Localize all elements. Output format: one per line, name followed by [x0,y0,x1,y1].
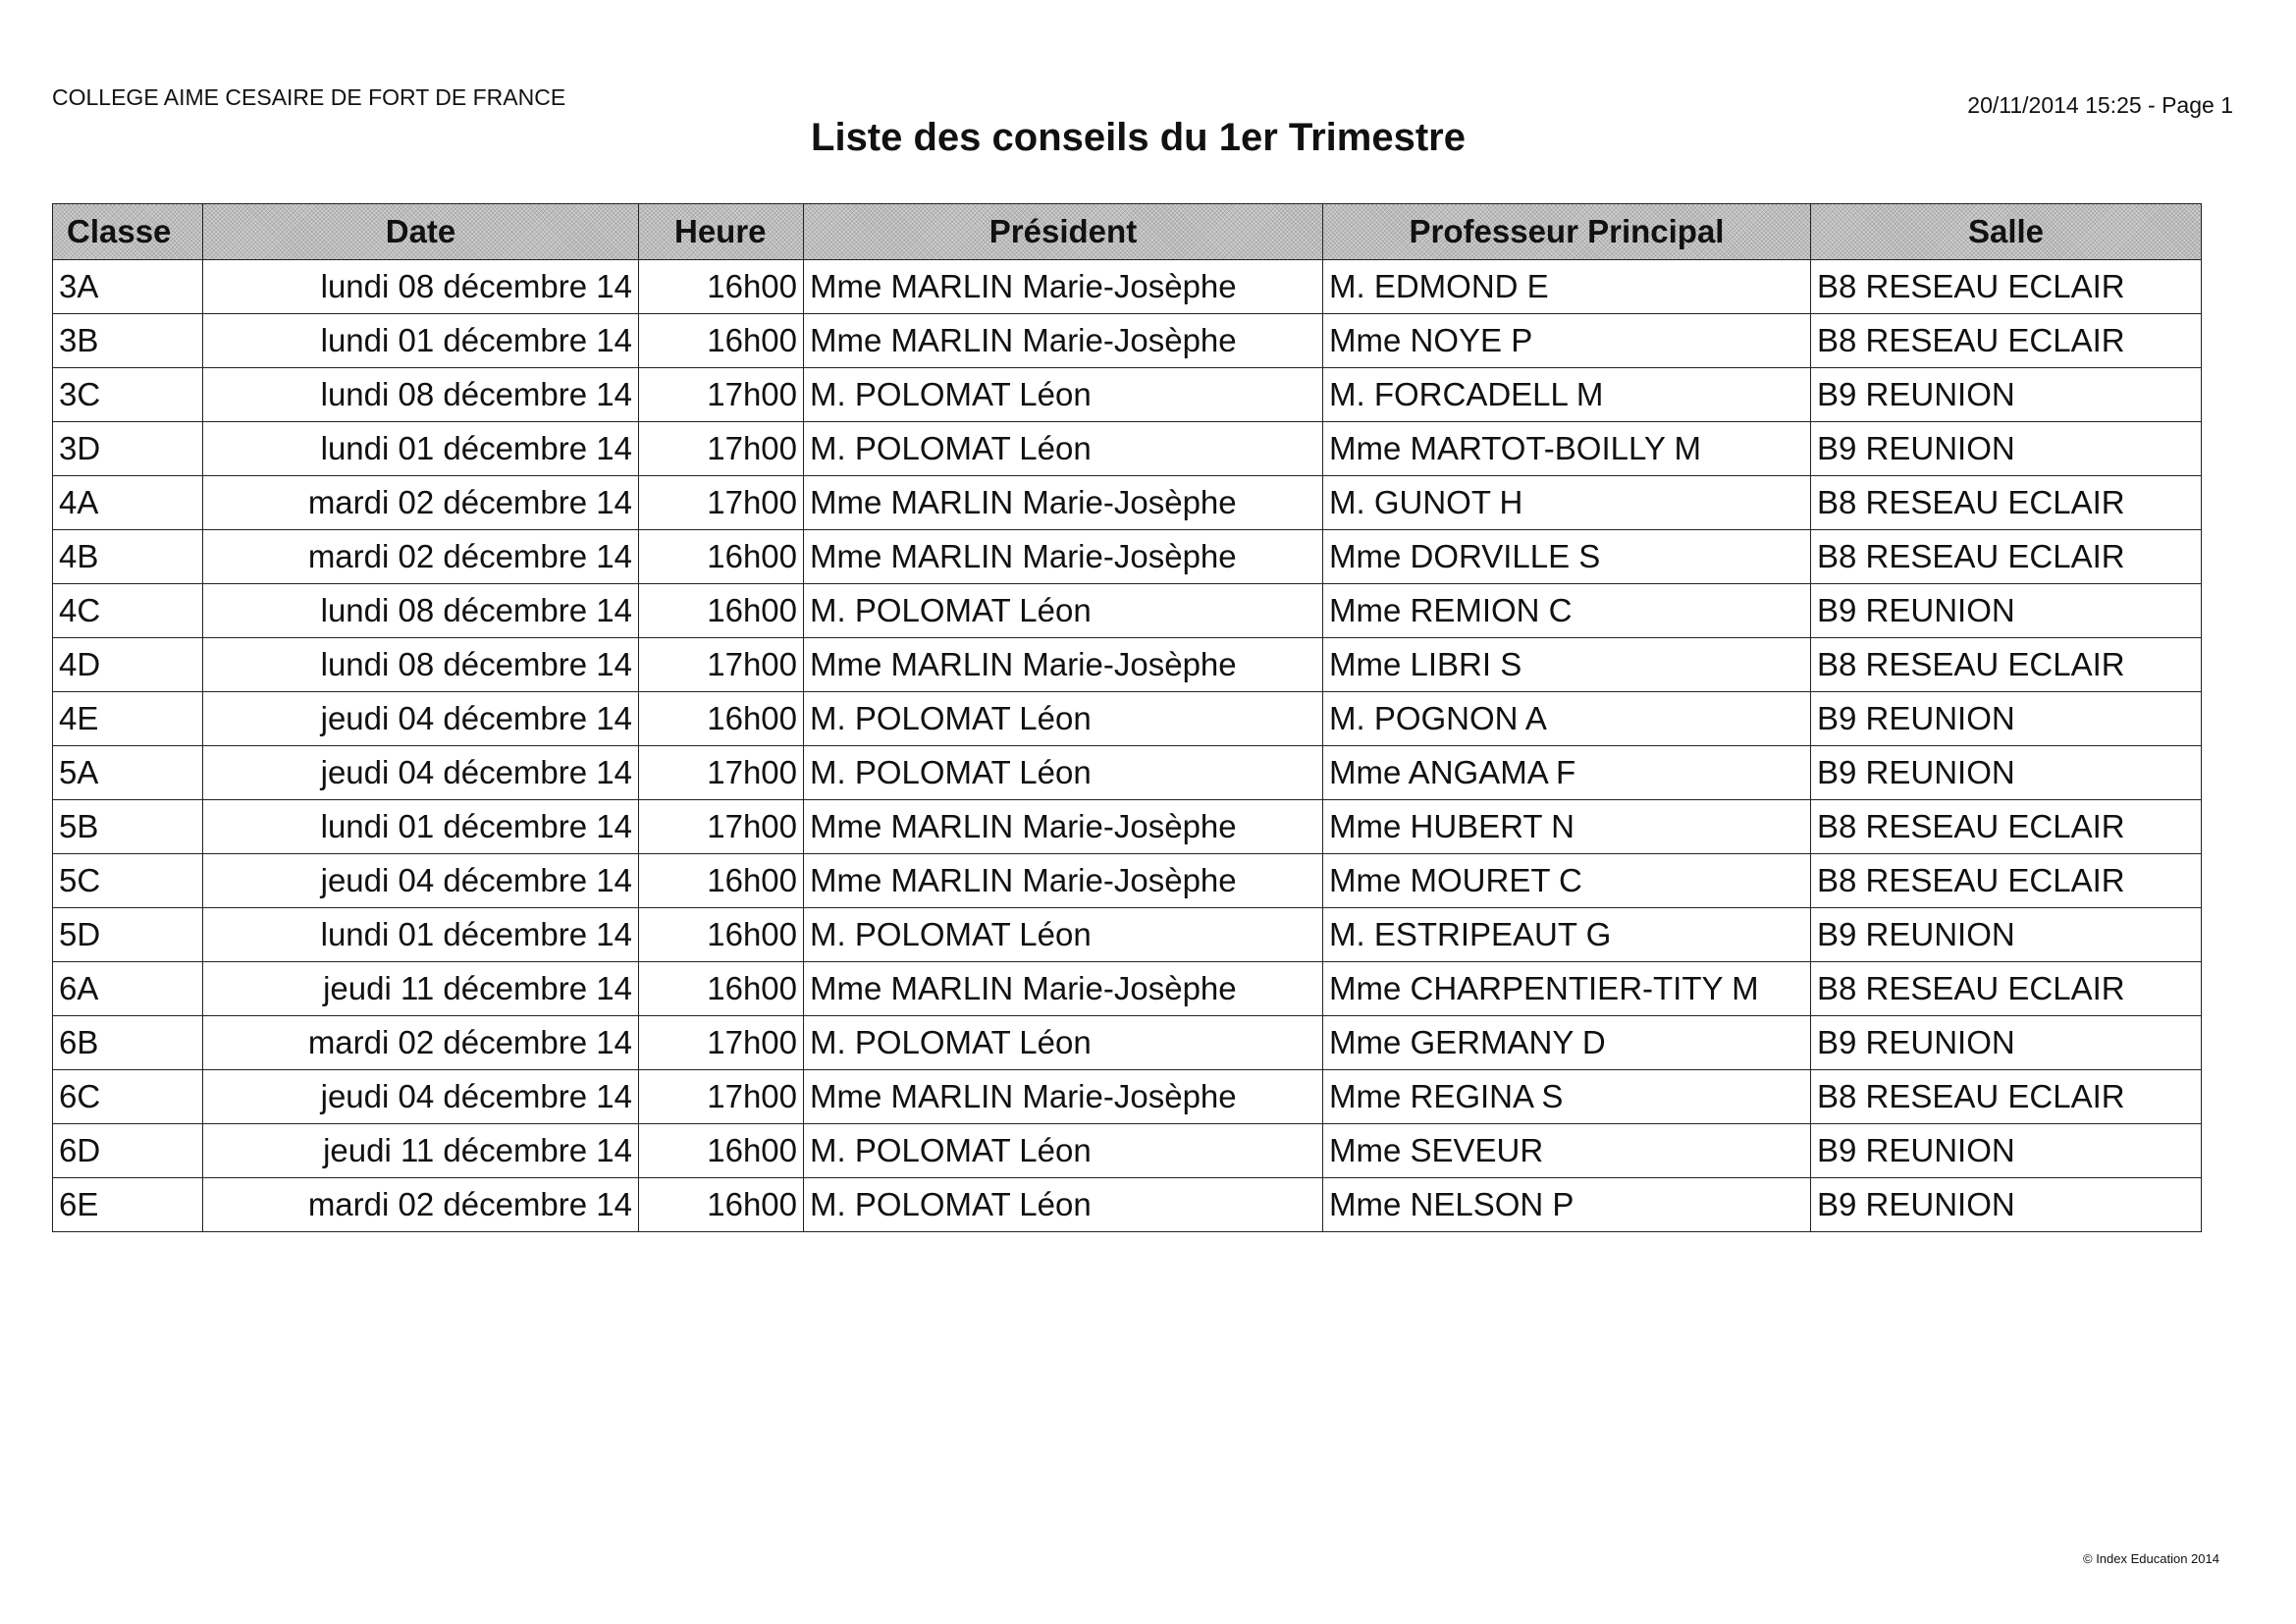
cell-professeur-principal: Mme REGINA S [1323,1070,1811,1124]
cell-date: mardi 02 décembre 14 [203,1178,639,1232]
cell-professeur-principal: Mme ANGAMA F [1323,746,1811,800]
cell-classe: 6A [53,962,203,1016]
cell-heure: 16h00 [639,260,804,314]
cell-president: Mme MARLIN Marie-Josèphe [804,314,1323,368]
cell-president: Mme MARLIN Marie-Josèphe [804,476,1323,530]
table-row [53,260,2202,314]
cell-classe: 4C [53,584,203,638]
cell-classe: 6B [53,1016,203,1070]
table-header-row [53,204,2202,260]
cell-classe: 5A [53,746,203,800]
cell-president: Mme MARLIN Marie-Josèphe [804,854,1323,908]
table-row [53,1070,2202,1124]
cell-date: lundi 08 décembre 14 [203,260,639,314]
table-row [53,1124,2202,1178]
cell-date: lundi 01 décembre 14 [203,800,639,854]
copyright: © Index Education 2014 [2083,1551,2219,1566]
school-name: COLLEGE AIME CESAIRE DE FORT DE FRANCE [52,84,566,110]
cell-professeur-principal: Mme HUBERT N [1323,800,1811,854]
cell-professeur-principal: Mme CHARPENTIER-TITY M [1323,962,1811,1016]
table-row [53,476,2202,530]
table-row [53,314,2202,368]
cell-president: Mme MARLIN Marie-Josèphe [804,638,1323,692]
cell-heure: 17h00 [639,746,804,800]
cell-professeur-principal: Mme NOYE P [1323,314,1811,368]
cell-heure: 17h00 [639,422,804,476]
cell-professeur-principal: Mme MOURET C [1323,854,1811,908]
cell-president: M. POLOMAT Léon [804,1178,1323,1232]
cell-salle: B9 REUNION [1811,584,2202,638]
cell-date: lundi 08 décembre 14 [203,584,639,638]
cell-date: jeudi 04 décembre 14 [203,854,639,908]
cell-salle: B9 REUNION [1811,1124,2202,1178]
cell-classe: 6E [53,1178,203,1232]
cell-classe: 3B [53,314,203,368]
cell-classe: 6D [53,1124,203,1178]
table-row [53,1178,2202,1232]
column-header-salle: Salle [1811,204,2202,260]
cell-heure: 16h00 [639,1178,804,1232]
cell-classe: 3A [53,260,203,314]
cell-heure: 16h00 [639,530,804,584]
cell-classe: 5B [53,800,203,854]
cell-heure: 17h00 [639,476,804,530]
cell-heure: 17h00 [639,1016,804,1070]
cell-professeur-principal: M. ESTRIPEAUT G [1323,908,1811,962]
cell-salle: B8 RESEAU ECLAIR [1811,1070,2202,1124]
cell-date: mardi 02 décembre 14 [203,476,639,530]
cell-heure: 16h00 [639,314,804,368]
cell-salle: B9 REUNION [1811,1178,2202,1232]
cell-professeur-principal: Mme SEVEUR [1323,1124,1811,1178]
cell-professeur-principal: M. FORCADELL M [1323,368,1811,422]
cell-president: Mme MARLIN Marie-Josèphe [804,260,1323,314]
cell-heure: 16h00 [639,692,804,746]
cell-president: Mme MARLIN Marie-Josèphe [804,1070,1323,1124]
cell-salle: B8 RESEAU ECLAIR [1811,476,2202,530]
table-row [53,584,2202,638]
cell-salle: B9 REUNION [1811,692,2202,746]
cell-salle: B9 REUNION [1811,422,2202,476]
conseils-table [52,203,2202,1232]
cell-professeur-principal: M. POGNON A [1323,692,1811,746]
column-header-date: Date [203,204,639,260]
cell-salle: B9 REUNION [1811,368,2202,422]
cell-president: Mme MARLIN Marie-Josèphe [804,962,1323,1016]
cell-classe: 3C [53,368,203,422]
cell-classe: 6C [53,1070,203,1124]
cell-heure: 17h00 [639,800,804,854]
cell-salle: B8 RESEAU ECLAIR [1811,314,2202,368]
column-header-heure: Heure [639,204,804,260]
cell-salle: B9 REUNION [1811,1016,2202,1070]
page-title-text: Liste des conseils du 1er Trimestre [811,116,1466,159]
cell-date: jeudi 11 décembre 14 [203,962,639,1016]
table-row [53,692,2202,746]
cell-salle: B9 REUNION [1811,908,2202,962]
cell-president: M. POLOMAT Léon [804,584,1323,638]
cell-date: lundi 08 décembre 14 [203,638,639,692]
cell-president: M. POLOMAT Léon [804,692,1323,746]
table-row [53,908,2202,962]
cell-president: Mme MARLIN Marie-Josèphe [804,800,1323,854]
cell-heure: 16h00 [639,1124,804,1178]
cell-date: lundi 01 décembre 14 [203,908,639,962]
cell-heure: 17h00 [639,368,804,422]
cell-classe: 4B [53,530,203,584]
cell-professeur-principal: Mme NELSON P [1323,1178,1811,1232]
cell-classe: 4E [53,692,203,746]
cell-president: M. POLOMAT Léon [804,1016,1323,1070]
cell-salle: B9 REUNION [1811,746,2202,800]
cell-classe: 5D [53,908,203,962]
cell-classe: 5C [53,854,203,908]
cell-classe: 3D [53,422,203,476]
table-row [53,854,2202,908]
cell-salle: B8 RESEAU ECLAIR [1811,854,2202,908]
cell-salle: B8 RESEAU ECLAIR [1811,800,2202,854]
cell-date: lundi 08 décembre 14 [203,368,639,422]
cell-classe: 4D [53,638,203,692]
cell-date: lundi 01 décembre 14 [203,314,639,368]
cell-professeur-principal: Mme MARTOT-BOILLY M [1323,422,1811,476]
cell-date: jeudi 04 décembre 14 [203,1070,639,1124]
page-title [0,116,2296,160]
cell-heure: 16h00 [639,584,804,638]
cell-president: M. POLOMAT Léon [804,746,1323,800]
column-header-president: Président [804,204,1323,260]
cell-classe: 4A [53,476,203,530]
cell-salle: B8 RESEAU ECLAIR [1811,638,2202,692]
table-row [53,800,2202,854]
cell-president: M. POLOMAT Léon [804,422,1323,476]
cell-date: jeudi 11 décembre 14 [203,1124,639,1178]
cell-president: M. POLOMAT Léon [804,368,1323,422]
cell-president: M. POLOMAT Léon [804,1124,1323,1178]
table-row [53,746,2202,800]
cell-date: jeudi 04 décembre 14 [203,746,639,800]
cell-president: M. POLOMAT Léon [804,908,1323,962]
cell-salle: B8 RESEAU ECLAIR [1811,530,2202,584]
column-header-professeur-principal: Professeur Principal [1323,204,1811,260]
column-header-classe: Classe [53,204,203,260]
cell-salle: B8 RESEAU ECLAIR [1811,962,2202,1016]
cell-professeur-principal: M. GUNOT H [1323,476,1811,530]
cell-heure: 17h00 [639,638,804,692]
cell-heure: 16h00 [639,854,804,908]
print-timestamp-page: 20/11/2014 15:25 - Page 1 [1967,92,2233,118]
cell-date: lundi 01 décembre 14 [203,422,639,476]
cell-professeur-principal: Mme LIBRI S [1323,638,1811,692]
table-row [53,368,2202,422]
table-row [53,422,2202,476]
table-row [53,530,2202,584]
cell-salle: B8 RESEAU ECLAIR [1811,260,2202,314]
cell-heure: 16h00 [639,962,804,1016]
cell-professeur-principal: Mme GERMANY D [1323,1016,1811,1070]
table-row [53,1016,2202,1070]
cell-professeur-principal: M. EDMOND E [1323,260,1811,314]
cell-date: mardi 02 décembre 14 [203,530,639,584]
table-row [53,962,2202,1016]
cell-date: jeudi 04 décembre 14 [203,692,639,746]
table-row [53,638,2202,692]
cell-professeur-principal: Mme REMION C [1323,584,1811,638]
cell-professeur-principal: Mme DORVILLE S [1323,530,1811,584]
cell-heure: 16h00 [639,908,804,962]
cell-heure: 17h00 [639,1070,804,1124]
cell-president: Mme MARLIN Marie-Josèphe [804,530,1323,584]
cell-date: mardi 02 décembre 14 [203,1016,639,1070]
